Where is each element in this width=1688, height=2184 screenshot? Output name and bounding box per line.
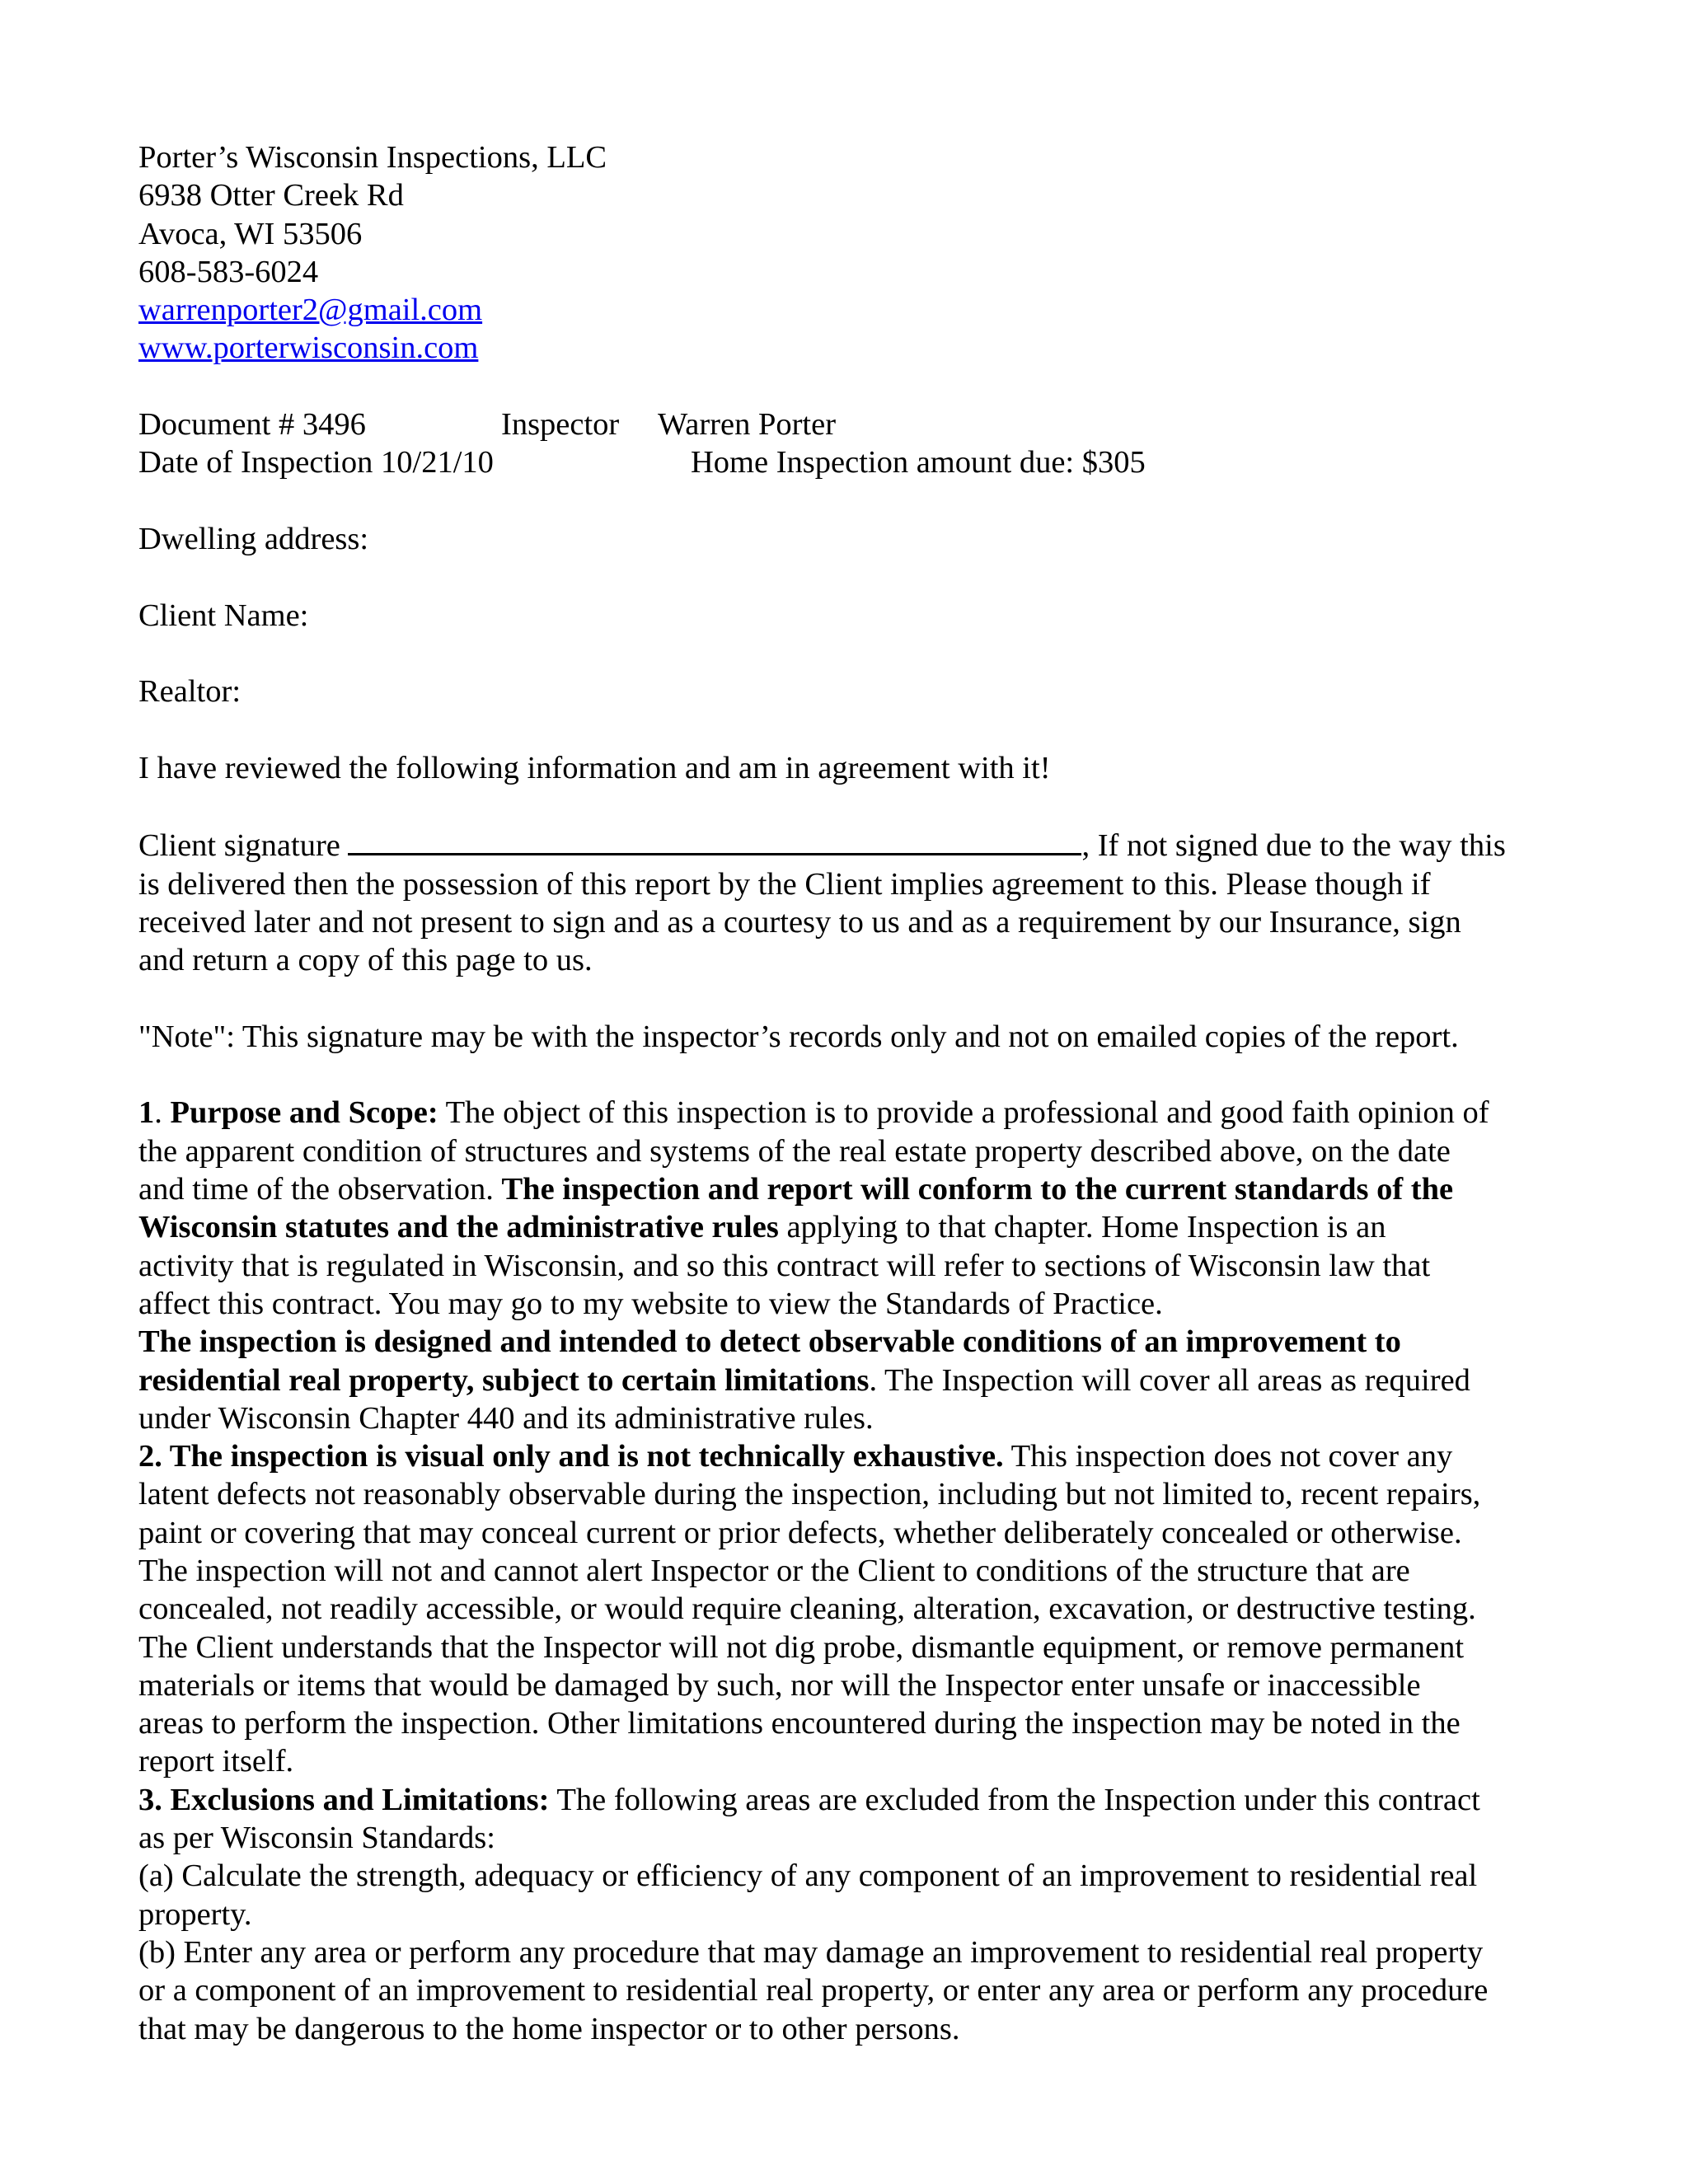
section-2-line: areas to perform the inspection. Other limitations encountered during the inspection may be noted in the xyxy=(138,1706,1461,1741)
section-1-line: 1. Purpose and Scope: The object of this inspection is to provide a professional and good faith opinion of xyxy=(138,1095,1489,1131)
section-1-line: The inspection is designed and intended to detect observable conditions of an improvement to xyxy=(138,1324,1401,1360)
email-link[interactable]: warrenporter2@gmail.com xyxy=(138,293,483,328)
section-2-title: 2. The inspection is visual only and is not technically exhaustive. xyxy=(138,1439,1004,1474)
section-2-line: concealed, not readily accessible, or would require cleaning, alteration, excavation, or destructive testing. xyxy=(138,1591,1476,1627)
agreement-text-line: received later and not present to sign and as a courtesy to us and as a requirement by our Insurance, sign xyxy=(138,904,1461,940)
section-1-line: residential real property, subject to certain limitations. The Inspection will cover all areas as required xyxy=(138,1362,1470,1398)
company-phone: 608-583-6024 xyxy=(138,254,319,289)
section-1-line: affect this contract. You may go to my website to view the Standards of Practice. xyxy=(138,1286,1163,1321)
document-info-row xyxy=(138,405,1556,443)
section-3-line: 3. Exclusions and Limitations: The following areas are excluded from the Inspection under this contract xyxy=(138,1782,1480,1817)
section-1-line: activity that is regulated in Wisconsin, and so this contract will refer to sections of Wisconsin law that xyxy=(138,1248,1431,1283)
agreement-statement: I have reviewed the following information and am in agreement with it! xyxy=(138,750,1051,785)
section-2-line: paint or covering that may conceal current or prior defects, whether deliberately concealed or otherwise. xyxy=(138,1515,1462,1550)
section-3-line: as per Wisconsin Standards: xyxy=(138,1821,495,1856)
inspector-name: Warren Porter xyxy=(658,407,837,443)
section-1-line: under Wisconsin Chapter 440 and its administrative rules. xyxy=(138,1400,874,1436)
section-3-item-b: that may be dangerous to the home inspector or to other persons. xyxy=(138,2011,960,2046)
signature-label: Client signature xyxy=(138,828,340,864)
amount-due: Home Inspection amount due: $305 xyxy=(691,445,1146,480)
section-1-number: 1 xyxy=(138,1095,155,1131)
section-2-line: materials or items that would be damaged by such, nor will the Inspector enter unsafe or inaccessible xyxy=(138,1667,1421,1703)
company-name: Porter’s Wisconsin Inspections, LLC xyxy=(138,140,607,175)
realtor-label: Realtor: xyxy=(138,674,241,710)
section-2-line: latent defects not reasonably observable during the inspection, including but not limited to, recent repairs, xyxy=(138,1477,1481,1512)
agreement-text-line: is delivered then the possession of this report by the Client implies agreement to this. Please though if xyxy=(138,866,1431,902)
dwelling-address-label: Dwelling address: xyxy=(138,521,369,556)
section-1-line: Wisconsin statutes and the administrative rules applying to that chapter. Home Inspection is an xyxy=(138,1210,1386,1245)
section-2-line: report itself. xyxy=(138,1744,294,1779)
section-3-title: 3. Exclusions and Limitations: xyxy=(138,1782,550,1817)
document-number: Document # 3496 xyxy=(138,407,366,443)
company-street: 6938 Otter Creek Rd xyxy=(138,178,404,213)
section-3-item-b: (b) Enter any area or perform any procedure that may damage an improvement to residential real property xyxy=(138,1934,1484,1970)
section-2-line: The inspection will not and cannot alert Inspector or the Client to conditions of the structure that are xyxy=(138,1553,1410,1588)
inspector-label: Inspector xyxy=(501,407,620,443)
website-link[interactable]: www.porterwisconsin.com xyxy=(138,330,479,366)
signature-note: "Note": This signature may be with the inspector’s records only and not on emailed copies of the report. xyxy=(138,1019,1459,1054)
company-city: Avoca, WI 53506 xyxy=(138,216,363,251)
agreement-text-line: and return a copy of this page to us. xyxy=(138,943,593,978)
client-name-label: Client Name: xyxy=(138,598,309,633)
section-2-line: 2. The inspection is visual only and is not technically exhaustive. This inspection does not cover any xyxy=(138,1439,1453,1474)
section-3-item-a: (a) Calculate the strength, adequacy or efficiency of any component of an improvement to residential real xyxy=(138,1858,1478,1894)
section-1-line: and time of the observation. The inspection and report will conform to the current standards of the xyxy=(138,1172,1454,1207)
section-1-title: Purpose and Scope: xyxy=(170,1095,438,1131)
section-1-line: the apparent condition of structures and systems of the real estate property described above, on the date xyxy=(138,1133,1451,1169)
section-3-item-a: property. xyxy=(138,1896,252,1932)
inspection-date: Date of Inspection 10/21/10 xyxy=(138,445,494,480)
signature-after-text: , If not signed due to the way this xyxy=(1081,828,1506,864)
document-page xyxy=(138,138,1556,2048)
signature-field[interactable] xyxy=(348,825,1081,855)
section-3-item-b: or a component of an improvement to residential real property, or enter any area or perform any procedure xyxy=(138,1973,1489,2008)
date-amount-row xyxy=(138,443,1556,481)
signature-line-row xyxy=(138,825,1556,865)
section-2-line: The Client understands that the Inspector will not dig probe, dismantle equipment, or remove permanent xyxy=(138,1629,1465,1665)
